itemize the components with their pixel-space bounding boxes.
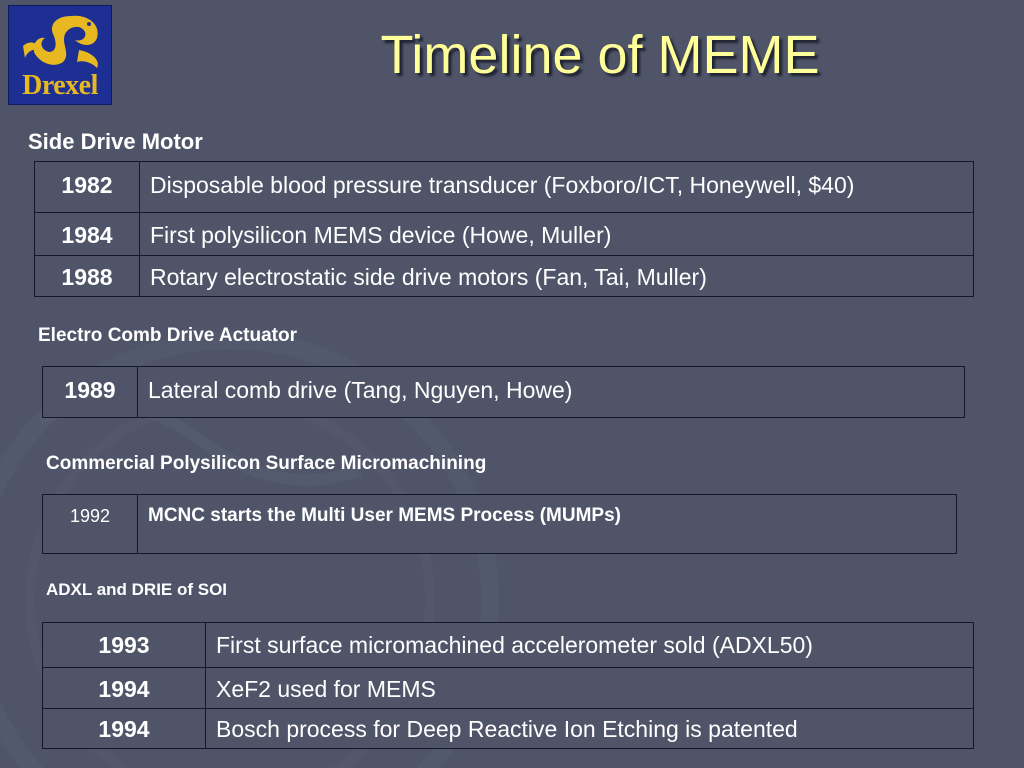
table-row xyxy=(43,709,974,749)
slide-title: Timeline of MEME xyxy=(380,25,820,85)
timeline-table-surface-micromachining xyxy=(42,494,957,554)
event-cell: Rotary electrostatic side drive motors (Fan, Tai, Muller) xyxy=(140,256,974,297)
event-cell: First surface micromachined accelerometer sold (ADXL50) xyxy=(206,623,974,668)
year-cell: 1982 xyxy=(35,162,140,213)
event-cell: Bosch process for Deep Reactive Ion Etching is patented xyxy=(206,709,974,749)
section-label-surface-micromachining: Commercial Polysilicon Surface Micromachining xyxy=(46,453,487,474)
year-cell: 1989 xyxy=(43,367,138,418)
timeline-table-side-drive-motor xyxy=(34,161,974,297)
section-label-side-drive-motor: Side Drive Motor xyxy=(28,129,203,154)
year-cell: 1992 xyxy=(43,495,138,554)
table-row xyxy=(43,623,974,668)
logo-wordmark: Drexel xyxy=(22,70,98,101)
year-cell: 1993 xyxy=(43,623,206,668)
table-row xyxy=(43,495,957,554)
year-cell: 1994 xyxy=(43,709,206,749)
timeline-table-adxl-drie xyxy=(42,622,974,749)
event-cell: MCNC starts the Multi User MEMS Process (MUMPs) xyxy=(138,495,957,554)
year-cell: 1994 xyxy=(43,668,206,709)
event-cell: Lateral comb drive (Tang, Nguyen, Howe) xyxy=(138,367,965,418)
section-label-comb-drive: Electro Comb Drive Actuator xyxy=(38,325,298,346)
event-cell: First polysilicon MEMS device (Howe, Muller) xyxy=(140,213,974,256)
table-row xyxy=(43,367,965,418)
timeline-table-comb-drive xyxy=(42,366,965,418)
table-row xyxy=(35,213,974,256)
year-cell: 1988 xyxy=(35,256,140,297)
year-cell: 1984 xyxy=(35,213,140,256)
table-row xyxy=(35,256,974,297)
drexel-logo xyxy=(8,5,112,105)
event-cell: XeF2 used for MEMS xyxy=(206,668,974,709)
table-row xyxy=(43,668,974,709)
event-cell: Disposable blood pressure transducer (Foxboro/ICT, Honeywell, $40) xyxy=(140,162,974,213)
table-row xyxy=(35,162,974,213)
section-label-adxl-drie: ADXL and DRIE of SOI xyxy=(46,580,228,599)
